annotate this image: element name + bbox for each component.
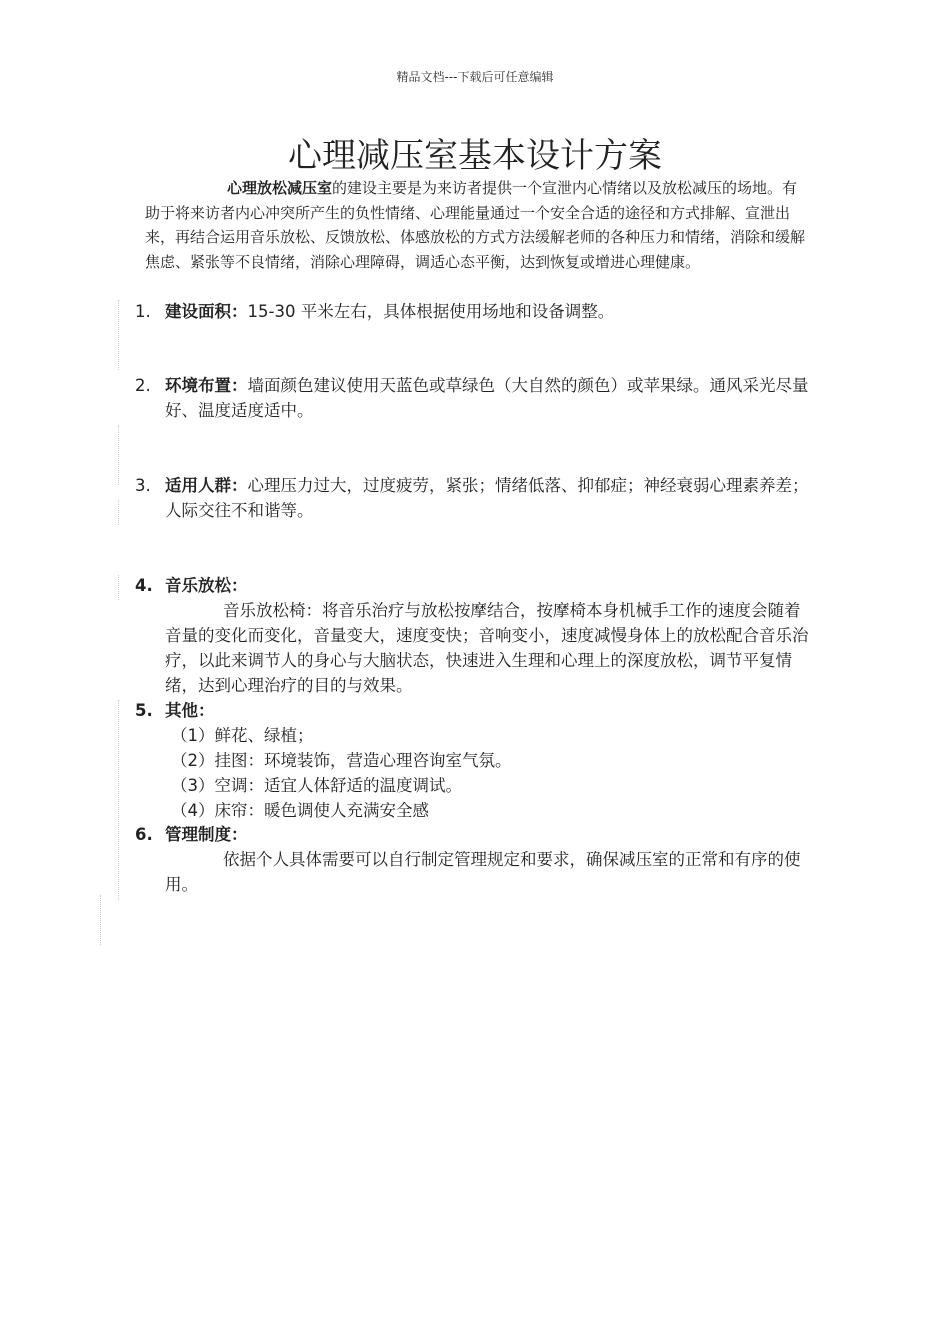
margin-mark xyxy=(118,500,119,525)
section-heading: 建设面积： xyxy=(165,302,248,321)
section-number: 6. xyxy=(135,825,153,844)
section-4 xyxy=(135,573,810,698)
section-6 xyxy=(135,822,810,897)
section-heading: 音乐放松： xyxy=(165,576,248,595)
section-heading: 环境布置： xyxy=(165,376,248,395)
section-paragraph xyxy=(165,598,810,698)
section-number: 5. xyxy=(135,701,153,720)
section-number: 3. xyxy=(135,476,151,495)
list-item: （1）鲜花、绿植； xyxy=(171,726,314,745)
section-heading: 其他： xyxy=(165,701,215,720)
section-1 xyxy=(135,299,810,324)
intro-text: 的建设主要是为来访者提供一个宣泄内心情绪以及放松减压的场地。有助于将来访者内心冲突所产生的负性情绪、心理能量通过一个安全合适的途径和方式排解、宣泄出来，再结合运用音乐放松、反馈放松、体感放松的方式方法缓解老师的各种压力和情绪，消除和缓解焦虑、紧张等不良情绪，消除心理障碍，调适心态平衡，达到恢复或增进心理健康。 xyxy=(145,179,806,271)
document-title: 心理减压室基本设计方案 xyxy=(288,136,662,176)
section-text: 墙面颜色建议使用天蓝色或草绿色（大自然的颜色）或苹果绿。通风采光尽量好、温度适度适中。 xyxy=(165,376,809,420)
list-item: （4）床帘：暖色调使人充满安全感 xyxy=(171,801,429,820)
section-5 xyxy=(135,698,810,823)
margin-mark xyxy=(118,300,119,370)
section-text: 15-30 平米左右，具体根据使用场地和设备调整。 xyxy=(247,302,615,321)
section-heading: 适用人群： xyxy=(165,476,248,495)
section-paragraph xyxy=(165,847,810,897)
section-number: 1. xyxy=(135,302,151,321)
margin-mark xyxy=(118,425,119,485)
section-2 xyxy=(135,373,810,423)
section-3 xyxy=(135,473,810,523)
section-heading: 管理制度： xyxy=(165,825,248,844)
margin-mark xyxy=(118,700,119,900)
intro-paragraph xyxy=(145,176,805,274)
margin-mark xyxy=(100,895,101,945)
margin-mark xyxy=(118,575,119,600)
section-text: 心理压力过大，过度疲劳，紧张；情绪低落、抑郁症；神经衰弱心理素养差；人际交往不和谐等。 xyxy=(165,476,809,520)
section-number: 4. xyxy=(135,576,153,595)
list-item: （3）空调：适宜人体舒适的温度调试。 xyxy=(171,776,462,795)
list-item: （2）挂图：环境装饰，营造心理咨询室气氛。 xyxy=(171,751,512,770)
section-text: 音乐放松椅：将音乐治疗与放松按摩结合，按摩椅本身机械手工作的速度会随着音量的变化而变化，音量变大，速度变快；音响变小，速度减慢身体上的放松配合音乐治疗，以此来调节人的身心与大脑状态，快速进入生理和心理上的深度放松，调节平复情绪，达到心理治疗的目的与效果。 xyxy=(165,601,809,695)
section-text: 依据个人具体需要可以自行制定管理规定和要求，确保减压室的正常和有序的使用。 xyxy=(165,850,801,894)
section-number: 2. xyxy=(135,376,151,395)
header-note: 精品文档---下载后可任意编辑 xyxy=(396,70,554,84)
intro-bold-term: 心理放松减压室 xyxy=(227,179,333,197)
